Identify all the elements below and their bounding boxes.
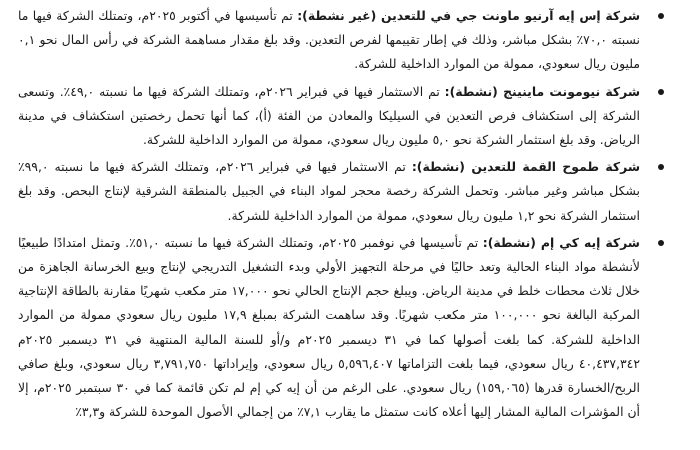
item-title: شركة نيومونت ماينينج (نشطة): <box>444 83 641 99</box>
item-title: شركة إس إيه آرنيو ماونت جي في للتعدين (غير نشطة): <box>297 8 641 23</box>
item-body: تم الاستثمار فيها في فبراير ٢٠٢٦م، وتمتلك الشركة فيها ما نسبته ٩٩,٠٪ بشكل مباشر وغير مباشر. وتحمل الشركة رخصة محجر لمواد البناء في الجبيل بالمنطقة الشرقية لإنتاج البحص. وقد بلغ استثمار الشركة نحو ١,٢ مليون ريال سعودي، ممولة من الموارد الداخلية للشركة. <box>18 159 640 223</box>
bullet-icon <box>658 240 664 246</box>
item-body: تم تأسيسها في أكتوبر ٢٠٢٥م، وتمتلك الشركة فيها ما نسبته ٧٠,٠٪ بشكل مباشر، وذلك في إطار تقييمها لفرص التعدين. وقد بلغ مقدار مساهمة الشركة في رأس المال نحو ٠,١ مليون ريال سعودي، ممولة من الموارد الداخلية للشركة. <box>18 8 640 72</box>
list-item <box>18 4 664 77</box>
list-item <box>18 231 664 425</box>
item-title: شركة طموح القمة للتعدين (نشطة): <box>411 159 641 175</box>
bullet-icon <box>658 89 664 95</box>
bullet-icon <box>658 13 664 19</box>
subsidiaries-list <box>18 4 664 424</box>
item-title: شركة إيه كي إم (نشطة): <box>482 234 640 250</box>
item-body: تم تأسيسها في نوفمبر ٢٠٢٥م، وتمتلك الشركة فيها ما نسبته ٥١,٠٪. وتمثل امتدادًا طبيعيًا لأنشطة مواد البناء الحالية وتعد حاليًا في مرحلة التجهيز الأولي وبدء التشغيل التدريجي لإنتاج وبيع الخرسانة الجاهزة من خلال ثلاث محطات خلط في مدينة الرياض. ويبلغ حجم الإنتاج الحالي نحو ١٧,٠٠٠ متر مكعب شهريًا مقارنة بالطاقة الإنتاجية المركبة البالغة نحو ١٠٠,٠٠٠ متر مكعب شهريًا. وقد ساهمت الشركة بمبلغ ١٧,٩ مليون ريال سعودي ممولة من الموارد الداخلية للشركة. كما بلغت أصولها كما في ٣١ ديسمبر ٢٠٢٥م و/أو للسنة المالية المنتهية في ٣١ ديسمبر ٢٠٢٥م ٤٠,٤٣٧,٣٤٢ ريال سعودي، فيما بلغت التزاماتها ٥,٥٩٦,٤٠٧ ريال سعودي، وإيراداتها ٣,٧٩١,٧٥٠ ريال سعودي، وبلغ صافي الربح/الخسارة قدرها (١٥٩,٠٦٥) ريال سعودي. على الرغم من أن إيه كي إم لم تكن قائمة كما في ٣٠ سبتمبر ٢٠٢٥م، إلا أن المؤشرات المالية المشار إليها أعلاه كانت ستمثل ما يقارب ٧,١٪ من إجمالي الأصول الموحدة للشركة و٣,٣٪ <box>18 234 641 420</box>
bullet-icon <box>658 164 664 170</box>
list-item <box>18 155 664 228</box>
list-item <box>18 80 664 153</box>
item-body: تم الاستثمار فيها في فبراير ٢٠٢٦م، وتمتلك الشركة فيها ما نسبته ٤٩,٠٪. وتسعى الشركة إلى استكشاف فرص التعدين في السيليكا والمعادن من الفئة (أ)، كما أنها تحمل رخصتين استكشاف في مدينة الرياض. وقد بلغ استثمار الشركة نحو ٥,٠ مليون ريال سعودي، ممولة من الموارد الداخلية للشركة. <box>18 83 640 148</box>
